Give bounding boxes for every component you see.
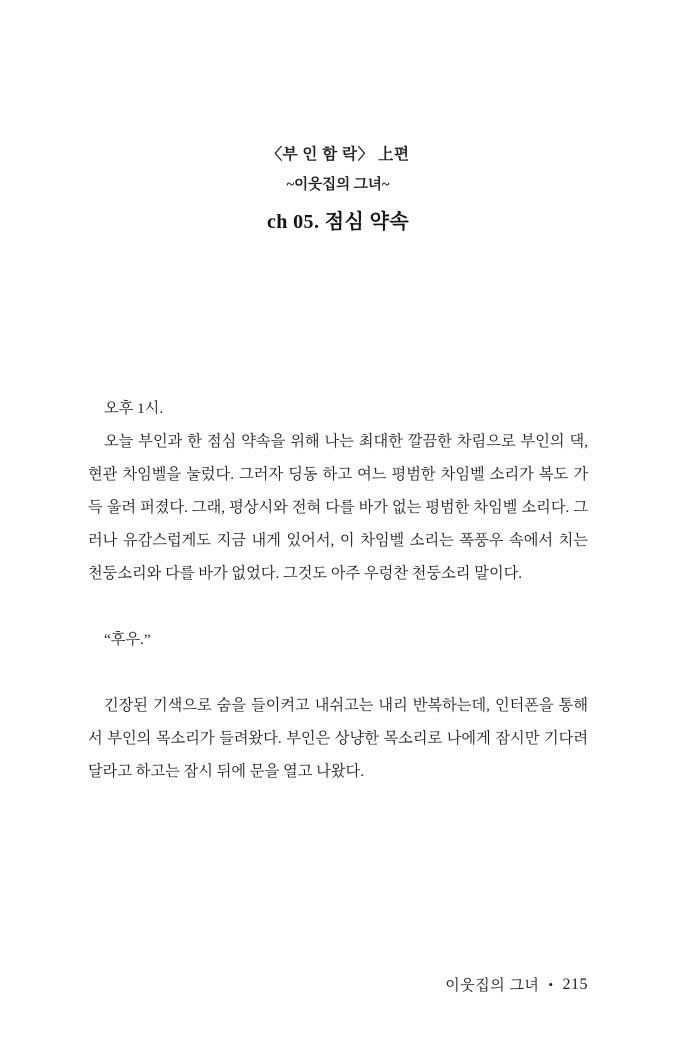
paragraph: 긴장된 기색으로 숨을 들이켜고 내쉬고는 내리 반복하는데, 인터폰을 통해서 부인의 목소리가 들려왔다. 부인은 상냥한 목소리로 나에게 잠시만 기다려달라고 하고는 잠시 뒤에 문을 열고 나왔다. (88, 697, 588, 780)
paragraph-quote: “후우.” (103, 631, 151, 648)
running-title: 이웃집의 그녀 (445, 978, 540, 994)
paragraph: 오늘 부인과 한 점심 약속을 위해 나는 최대한 깔끔한 차림으로 부인의 댁, 현관 차임벨을 눌렀다. 그러자 딩동 하고 여느 평범한 차임벨 소리가 복도 가득 울려 퍼졌다. 그래, 평상시와 전혀 다를 바가 없는 평범한 차임벨 소리다. 그러나 유감스럽게도 지금 내게 있어서, 이 차임벨 소리는 폭풍우 속에서 치는 천둥소리와 다를 바가 없었다. 그것도 아주 우렁찬 천둥소리 말이다. (88, 433, 588, 582)
book-subtitle: ~이웃집의 그녀~ (286, 177, 390, 193)
page-number: 215 (562, 975, 588, 993)
page-footer (445, 974, 588, 995)
body-text (88, 392, 588, 788)
chapter-title: ch 05. 점심 약속 (266, 211, 410, 233)
paragraph: 오후 1시. (103, 400, 164, 417)
book-title: 〈부 인 함 락〉 上편 (266, 146, 410, 163)
separator-dot: • (548, 977, 554, 992)
page-header (0, 142, 676, 234)
